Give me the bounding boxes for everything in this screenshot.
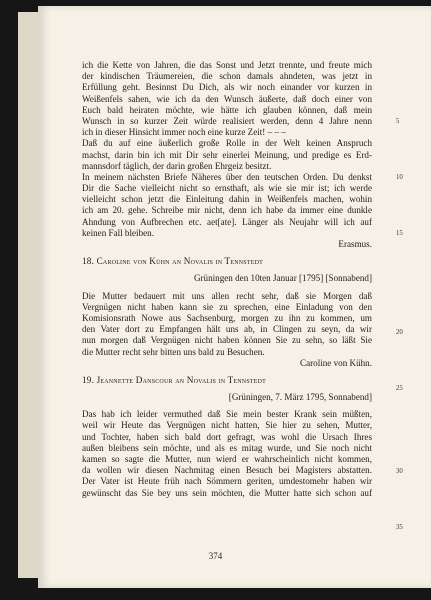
- line-number: 20: [396, 329, 403, 336]
- letter-number: 19.: [82, 374, 95, 385]
- text-line: ich am 20. gehe. Schreibe mir nicht, denn ich habe da immer eine dunkle: [82, 205, 372, 216]
- line-number: 25: [396, 385, 403, 392]
- text-line: ich in dieser Hinsicht immer noch eine kurze Zeit! – – –: [82, 127, 286, 138]
- text-line: Wunsch in so kurzer Zeit würde realisiert werden, denn 4 Jahre nenn: [82, 115, 372, 126]
- text-line: nun morgen daß Vergnügen nicht haben können Sie zu sehn, so läßt Sie: [82, 335, 372, 346]
- text-line: Euch bald heiraten möchte, wie hätte ich glauben können, daß mein: [82, 104, 372, 115]
- line-number: 5: [396, 118, 400, 125]
- letter-date: [Grüningen, 7. März 1795, Sonnabend]: [228, 392, 372, 403]
- text-line: Das hab ich leider vermuthed daß Sie mein bester Krank sein müßten,: [82, 409, 372, 420]
- text-line: der kindischen Träumereien, die schon damals ahndeten, was jetzt in: [82, 71, 372, 82]
- text-line: außen bleibens sein möchte, und als es mitag wurde, und Sie noch nicht: [82, 442, 372, 453]
- text-line: machst, darin bin ich mit Dir sehr einerlei Meinung, und predige es Erd-: [82, 149, 372, 160]
- letter-title: Jeannette Danscour an Novalis in Tennstedt: [96, 374, 266, 385]
- text-line: mannsdorf täglich, der darin großen Ehrgeiz besitzt.: [82, 160, 272, 171]
- text-line: weil wir Heute das Vergnügen nicht hatten, Sie hier zu sehen, Mutter,: [82, 420, 372, 431]
- text-line: Ahndung von Aufbrechen etc. aet[ate]. Länger als Neujahr will ich auf: [82, 216, 372, 227]
- text-line: Dir die Sache vielleicht nicht so ernsthaft, als wie sie mir ist; ich werde: [82, 183, 372, 194]
- letter-heading: [82, 375, 372, 386]
- text-line: Erfüllung geht. Besinnst Du Dich, als wir noch einander vor kurzen in: [82, 82, 372, 93]
- letter-heading: [82, 256, 372, 267]
- text-line: den Vater dort zu Empfangen hält uns ab, in Clingen zu seyn, da wir: [82, 324, 372, 335]
- text-line: vielleicht schon jetzt die Einleitung dahin in Weißenfels machen, wohin: [82, 194, 372, 205]
- letter-title: Caroline von Kühn an Novalis in Tennstedt: [96, 256, 263, 267]
- text-line: da wollen wir diesen Nachmitag einen Besuch bei Magisters abstatten.: [82, 465, 372, 476]
- signature: Caroline von Kühn.: [300, 357, 372, 368]
- text-line: die Mutter recht sehr bitten uns bald zu Besuchen.: [82, 346, 265, 357]
- text-line: keinen Fall bleiben.: [82, 227, 154, 238]
- text-line: Weißenfels sahen, wie ich da den Wunsch äußerte, daß doch einer von: [82, 93, 372, 104]
- text-line: Komisionsrath Nowe aus Sachsenburg, morgen zu ihn zu kommen, um: [82, 312, 372, 323]
- line-number: 10: [396, 174, 403, 181]
- text-line: Daß du auf eine äußerlich große Rolle in der Welt keinen Anspruch: [82, 138, 372, 149]
- line-number: 30: [396, 468, 403, 475]
- page-number: 374: [208, 551, 223, 561]
- text-line: Vergnügen nicht haben kann sie zu sprechen, eine Einladung von den: [82, 301, 372, 312]
- text-line: Der Vater ist Heute früh nach Sömmern geriten, umdestomehr haben wir: [82, 476, 372, 487]
- text-line: und Tochter, haben sich bald dort gefragt, was wohl die Ursach Ihres: [82, 431, 372, 442]
- letter-date: Grüningen den 10ten Januar [1795] [Sonnabend]: [193, 273, 372, 284]
- line-number: 35: [396, 524, 403, 531]
- letter-number: 18.: [82, 256, 95, 267]
- page-text: [82, 60, 372, 499]
- text-line: gewünscht das Sie bey uns sein möchten, die Mutter hatte sich schon auf: [82, 487, 372, 498]
- text-line: In meinem nächsten Briefe Näheres über den teutschen Orden. Du denkst: [82, 171, 372, 182]
- line-number: 15: [396, 230, 403, 237]
- text-line: ich die Kette von Jahren, die das Sonst und Jetzt trennte, und freute mich: [82, 60, 372, 70]
- text-line: kamen so sagte die Mutter, nun wierd er wahrscheinlich nicht kommen,: [82, 454, 372, 464]
- signature: Erasmus.: [338, 239, 372, 249]
- text-line: Die Mutter bedauert mit uns allen recht sehr, daß sie Morgen daß: [82, 290, 372, 301]
